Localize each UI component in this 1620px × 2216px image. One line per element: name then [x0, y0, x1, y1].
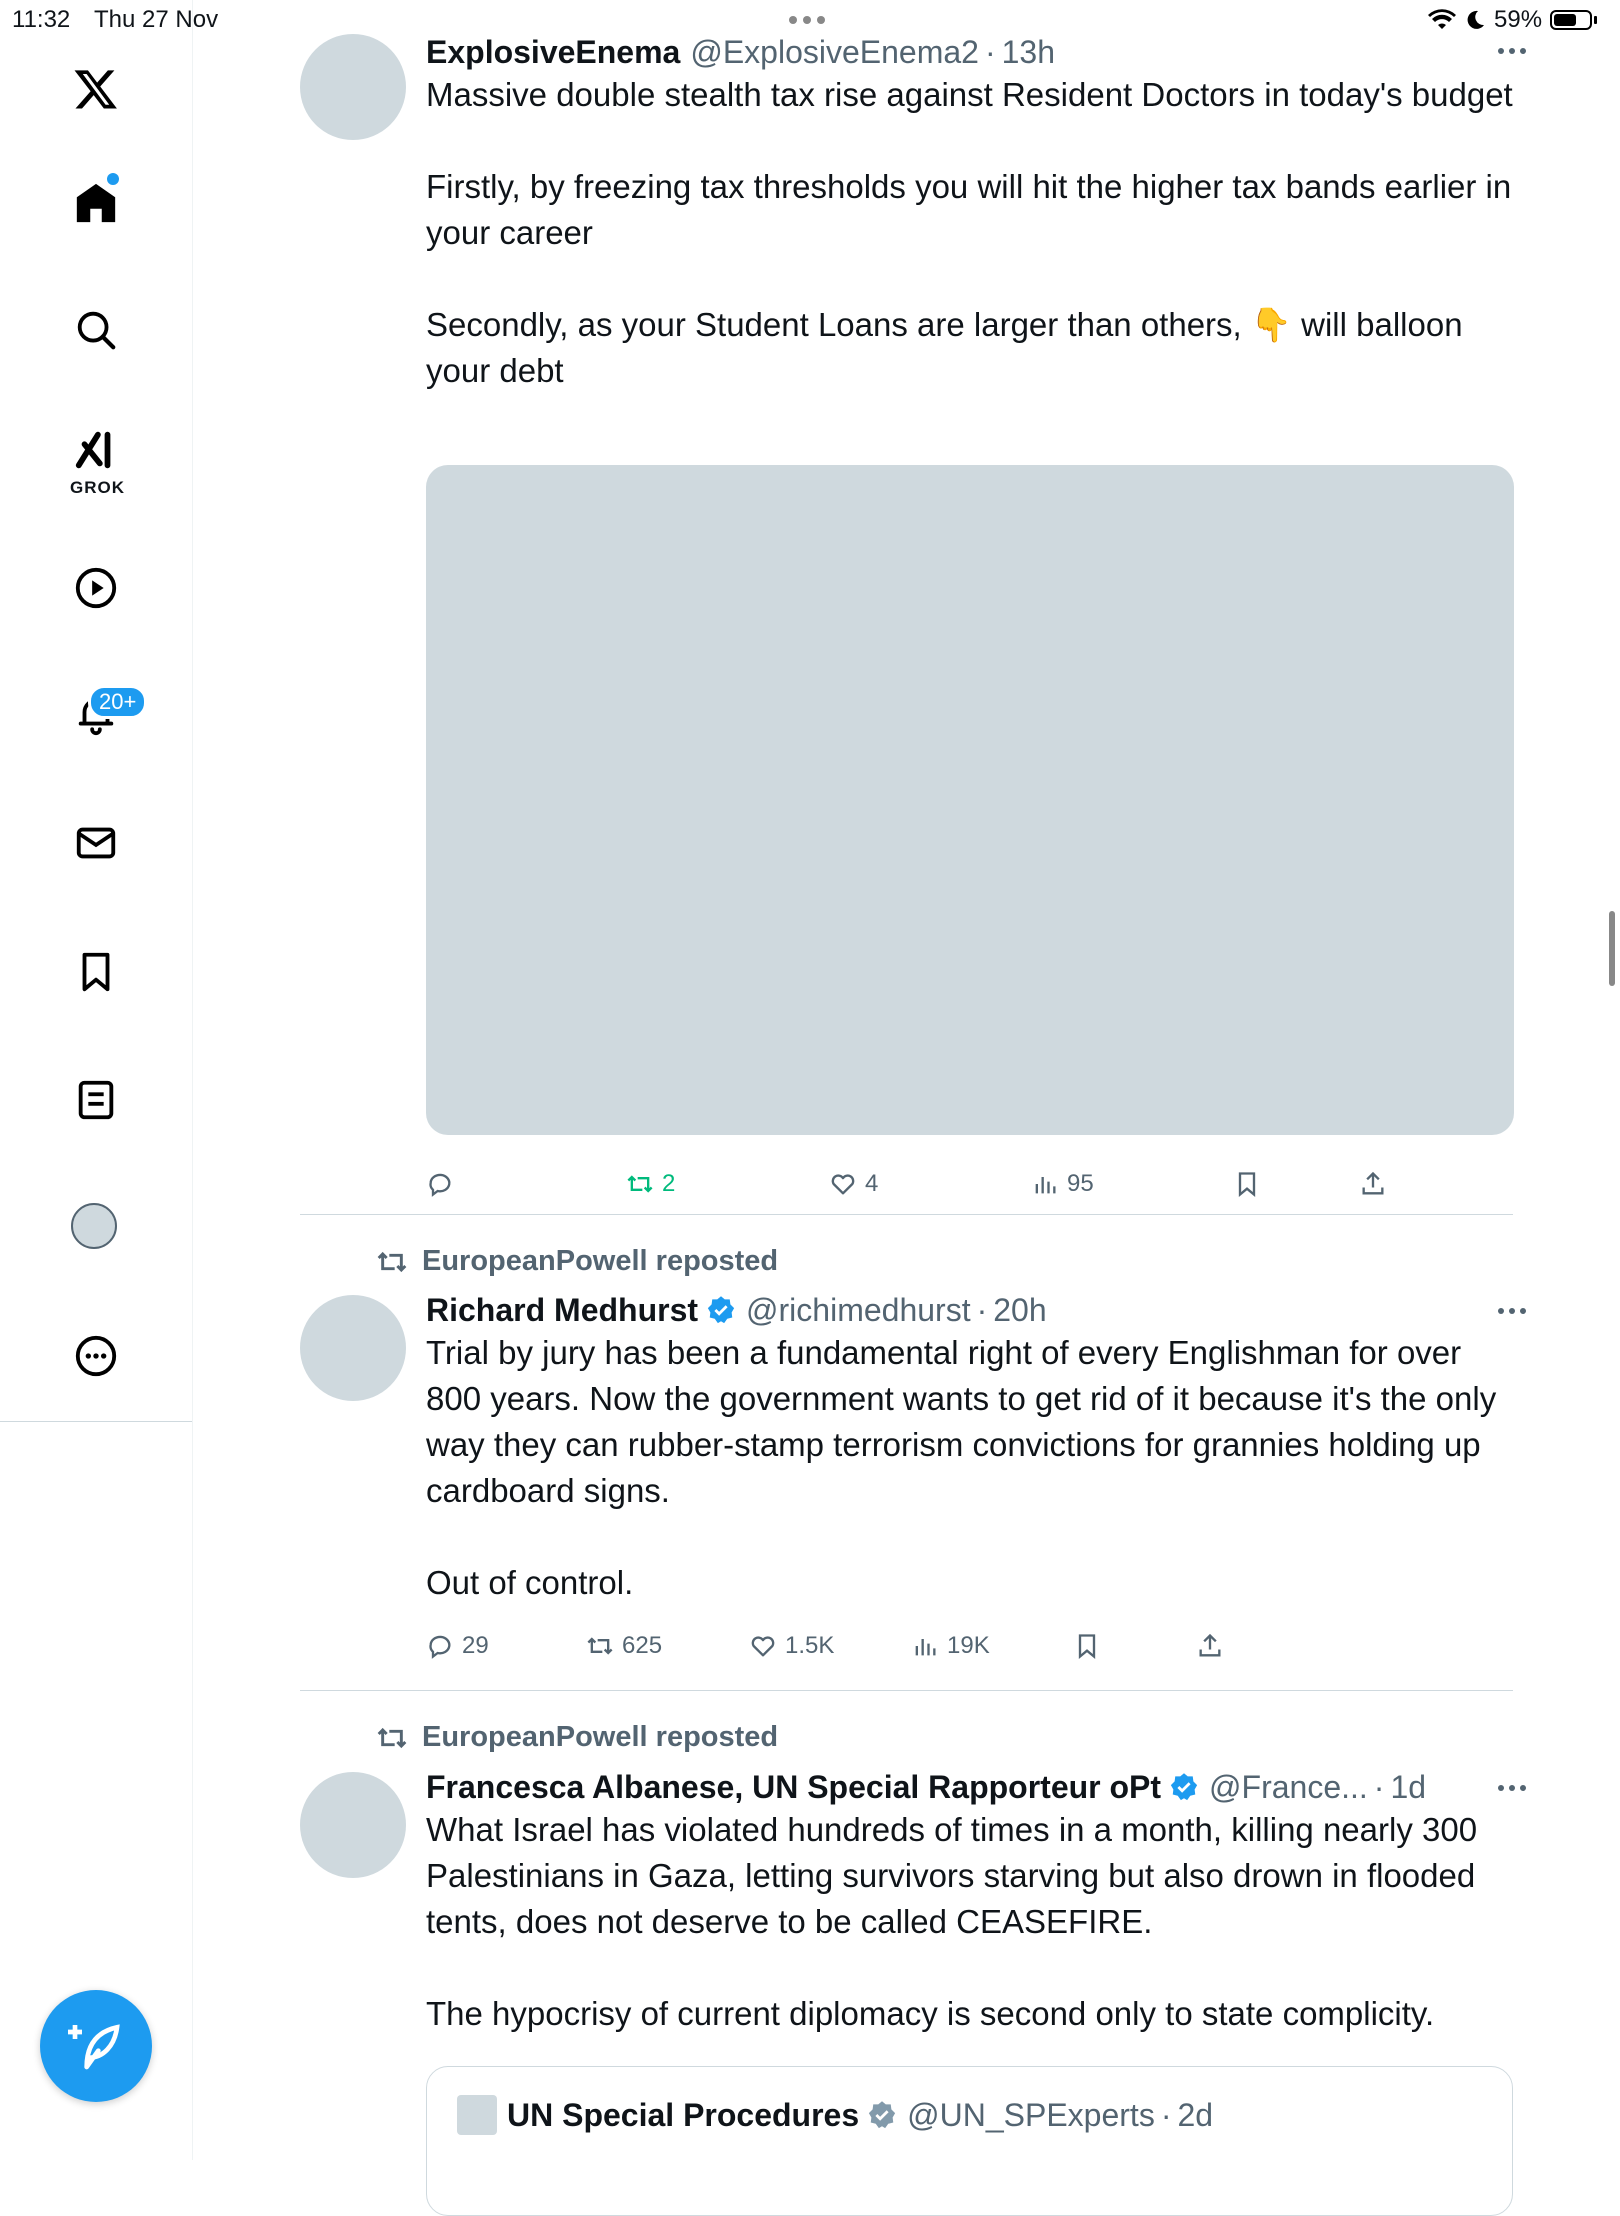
- tweet-text: [426, 1330, 1516, 1606]
- verified-badge-icon: [867, 2100, 897, 2130]
- views-icon: [1031, 1170, 1059, 1198]
- tweet-paragraph: Out of control.: [426, 1564, 634, 1601]
- share-icon: [1359, 1170, 1387, 1198]
- tweet-paragraph: What Israel has violated hundreds of times in a month, killing nearly 300 Palestinians in Gaza, letting survivors starving but also drown in flooded tents, does not deserve to be called CEASEFIRE.: [426, 1811, 1478, 1940]
- quoted-tweet-header: UN Special Procedures @UN_SPExperts · 2d: [457, 2095, 1213, 2135]
- view-count: 19K: [947, 1632, 990, 1659]
- tweet-paragraph: The hypocrisy of current diplomacy is second only to state complicity.: [426, 1995, 1435, 2032]
- avatar[interactable]: [300, 34, 406, 140]
- moon-icon: [1464, 9, 1486, 31]
- like-button[interactable]: [749, 1632, 834, 1660]
- verified-badge-icon: [1169, 1772, 1199, 1802]
- tweet-header: Richard Medhurst @richimedhurst · 20h: [426, 1292, 1047, 1328]
- scrollbar[interactable]: [1609, 911, 1615, 986]
- repost-icon: [626, 1170, 654, 1198]
- author-handle[interactable]: @France...: [1209, 1769, 1368, 1805]
- bookmark-icon[interactable]: [71, 947, 121, 997]
- repost-icon: [376, 1722, 408, 1754]
- repost-icon: [586, 1632, 614, 1660]
- x-logo-icon[interactable]: [71, 64, 121, 114]
- share-button[interactable]: [1359, 1170, 1387, 1198]
- lists-icon[interactable]: [71, 1075, 121, 1125]
- battery-icon: [1550, 10, 1592, 30]
- bookmark-icon: [1233, 1170, 1261, 1198]
- share-icon: [1196, 1632, 1224, 1660]
- grok-icon[interactable]: [71, 425, 121, 475]
- reply-button[interactable]: [426, 1632, 489, 1660]
- avatar[interactable]: [300, 1772, 406, 1878]
- mail-icon[interactable]: [71, 818, 121, 868]
- share-button[interactable]: [1196, 1632, 1224, 1660]
- reply-button[interactable]: [426, 1170, 462, 1198]
- sidebar: [0, 0, 193, 2160]
- tweet-paragraph: Trial by jury has been a fundamental right of every Englishman for over 800 years. Now the government wants to get rid of it because it's the only way they can rubber-stamp terrorism convictions for grannies holding up cardboard signs.: [426, 1334, 1497, 1509]
- more-icon[interactable]: [71, 1331, 121, 1381]
- repost-button[interactable]: [586, 1632, 662, 1660]
- repost-context[interactable]: [376, 1721, 778, 1754]
- reply-icon: [426, 1632, 454, 1660]
- tweet-paragraph: Firstly, by freezing tax thresholds you will hit the higher tax bands earlier in your career: [426, 168, 1512, 251]
- quoted-tweet[interactable]: [426, 2066, 1513, 2216]
- status-time: 11:32: [12, 6, 71, 33]
- more-options-icon[interactable]: [1498, 1308, 1526, 1314]
- repost-count: 2: [662, 1170, 676, 1197]
- tweet-media[interactable]: [426, 465, 1514, 1135]
- author-handle[interactable]: @richimedhurst: [746, 1292, 971, 1328]
- compose-button[interactable]: [40, 1990, 152, 2102]
- quoted-tweet-time: 2d: [1177, 2096, 1214, 2133]
- more-options-icon[interactable]: [1498, 48, 1526, 54]
- avatar: [457, 2095, 497, 2135]
- heart-icon: [749, 1632, 777, 1660]
- grok-label: GROK: [70, 478, 125, 497]
- avatar[interactable]: [71, 1203, 117, 1249]
- tweet-actions: [426, 1170, 1516, 1206]
- tweet-time[interactable]: 13h: [1001, 34, 1056, 70]
- compose-icon: [68, 2018, 124, 2074]
- author-name[interactable]: Richard Medhurst: [426, 1292, 699, 1328]
- reposted-by: EuropeanPowell reposted: [422, 1245, 779, 1277]
- views-button[interactable]: [1031, 1170, 1094, 1198]
- reply-count: 29: [462, 1632, 489, 1659]
- tweet-paragraph: Massive double stealth tax rise against Resident Doctors in today's budget: [426, 76, 1513, 113]
- verified-badge-icon: [706, 1295, 736, 1325]
- battery-percent: 59%: [1494, 6, 1543, 33]
- tweet-time[interactable]: 1d: [1390, 1769, 1427, 1805]
- like-count: 1.5K: [785, 1632, 835, 1659]
- bookmark-button[interactable]: [1073, 1632, 1101, 1660]
- search-icon[interactable]: [71, 305, 121, 355]
- bookmark-button[interactable]: [1233, 1170, 1261, 1198]
- tweet-header: ExplosiveEnema @ExplosiveEnema2 · 13h: [426, 34, 1056, 70]
- views-button[interactable]: [911, 1632, 990, 1660]
- wifi-icon: [1428, 9, 1456, 31]
- repost-icon: [376, 1246, 408, 1278]
- status-indicators: [1428, 6, 1597, 34]
- tweet-actions: [426, 1632, 1516, 1668]
- multitasking-dots[interactable]: [789, 16, 825, 24]
- tweet-text: [426, 72, 1516, 394]
- tweet-time[interactable]: 20h: [993, 1292, 1047, 1328]
- view-count: 95: [1067, 1170, 1094, 1197]
- author-name[interactable]: ExplosiveEnema: [426, 34, 681, 70]
- quoted-author-name: UN Special Procedures: [507, 2096, 860, 2133]
- like-button[interactable]: [829, 1170, 878, 1198]
- reply-icon: [426, 1170, 454, 1198]
- repost-context[interactable]: [376, 1245, 778, 1278]
- video-icon[interactable]: [71, 563, 121, 613]
- home-icon[interactable]: [71, 178, 121, 228]
- notifications-badge: 20+: [88, 685, 147, 719]
- tweet-text: [426, 1807, 1516, 2037]
- reposted-by: EuropeanPowell reposted: [422, 1721, 779, 1753]
- tweet-paragraph: Secondly, as your Student Loans are larger than others, 👇 will balloon your debt: [426, 306, 1463, 389]
- like-count: 4: [865, 1170, 879, 1197]
- repost-count: 625: [622, 1632, 663, 1659]
- author-name[interactable]: Francesca Albanese, UN Special Rapporteur oPt: [426, 1769, 1162, 1805]
- status-date: Thu 27 Nov: [94, 6, 219, 33]
- heart-icon: [829, 1170, 857, 1198]
- bookmark-icon: [1073, 1632, 1101, 1660]
- home-unread-dot: [107, 173, 119, 185]
- views-icon: [911, 1632, 939, 1660]
- quoted-author-handle: @UN_SPExperts: [907, 2096, 1155, 2133]
- tweet-header: Francesca Albanese, UN Special Rapporteur oPt @France... · 1d: [426, 1769, 1427, 1805]
- avatar[interactable]: [300, 1295, 406, 1401]
- more-options-icon[interactable]: [1498, 1785, 1526, 1791]
- author-handle[interactable]: @ExplosiveEnema2: [690, 34, 979, 70]
- repost-button[interactable]: [626, 1170, 675, 1198]
